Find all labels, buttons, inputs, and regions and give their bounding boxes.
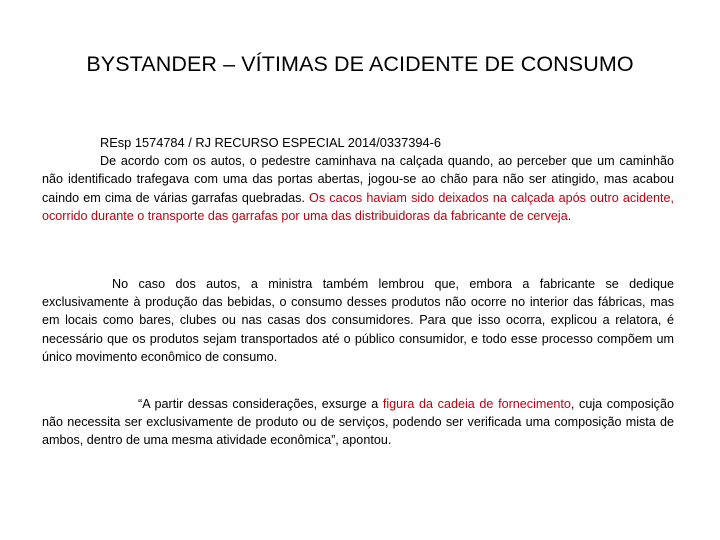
quote-paragraph: [42, 395, 674, 450]
case-facts: [42, 152, 674, 225]
case-paragraph: [42, 134, 674, 225]
case-facts-text: De acordo com os autos, o pedestre caminhava na calçada quando, ao perceber que um caminhão não identificado trafegava com uma das portas abertas, jogou-se ao chão para não ser atingido, mas acabou caindo em cima de várias garrafas quebradas.: [42, 154, 674, 205]
quote-end: , cuja composição não necessita ser exclusivamente de produto ou de serviços, podendo ser verificada uma composição mista de ambos, dentro de uma mesma atividade econômica”, apontou.: [42, 397, 674, 448]
case-reference: REsp 1574784 / RJ RECURSO ESPECIAL 2014/0337394-6: [100, 135, 441, 150]
quote-highlight: figura da cadeia de fornecimento: [382, 397, 571, 411]
slide-title: BYSTANDER – VÍTIMAS DE ACIDENTE DE CONSUMO: [86, 52, 634, 76]
ministra-paragraph: No caso dos autos, a ministra também lembrou que, embora a fabricante se dedique exclusivamente à produção das bebidas, o consumo desses produtos não ocorre no interior das fábricas, mas em locais como bares, clubes ou nas casas dos consumidores. Para que isso ocorra, explicou a relatora, é necessário que os produtos sejam transportados até o público consumidor, e todo esse processo compõem um único movimento econômico de consumo.: [42, 277, 674, 364]
case-facts-end: .: [567, 208, 572, 223]
quote-start: “A partir dessas considerações, exsurge a: [138, 397, 383, 411]
case-facts-highlight: Os cacos haviam sido deixados na calçada após outro acidente, ocorrido durante o transporte das garrafas por uma das distribuidoras da fabricante de cerveja: [42, 190, 675, 223]
